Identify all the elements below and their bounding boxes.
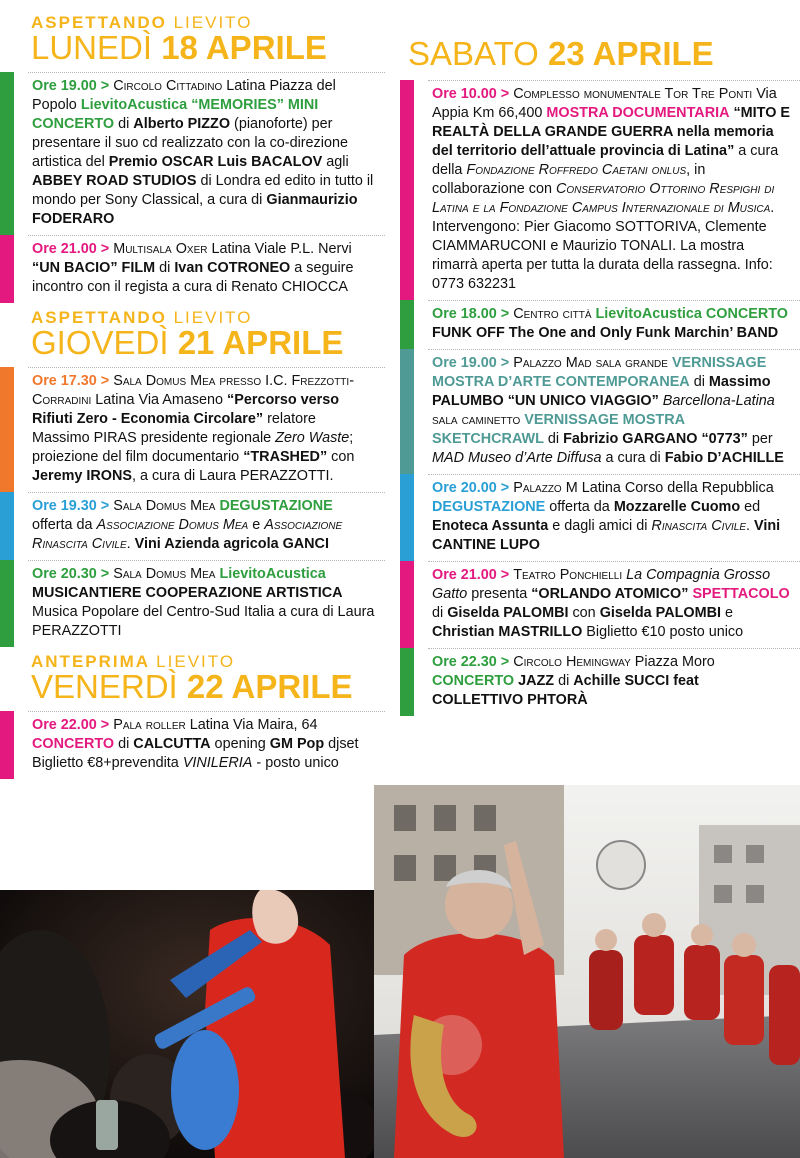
dotted-divider [28,492,385,494]
event-text: Fabio D’ACHILLE [664,450,784,466]
event-text: . [126,536,135,552]
color-bar [400,349,414,474]
event-text: di [432,605,448,621]
event-text: Conservatorio Ottorino Respighi di Latina e la Fondazione Campus Internazionale di Musica [432,181,775,216]
event-text: sala caminetto [432,412,521,428]
event-text: Sala Domus Mea presso [113,373,262,389]
event-text: CONCERTO [32,736,115,752]
event-text: Circolo Cittadino [113,78,223,94]
event-text: Teatro Ponchielli [513,567,623,583]
event-text: Vini Azienda agricola GANCI [134,536,329,552]
color-bar [0,711,14,779]
event-text: . [746,518,755,534]
event-text: opening [210,736,270,752]
event-text: “TRASHED” [243,449,328,465]
event-text: con [327,449,355,465]
event-time: Ore 18.00 > [432,306,510,322]
event-text: a cura della [432,143,779,178]
event-text: Latina Via Amaseno [91,392,228,408]
event-text: ABBEY ROAD STUDIOS [32,173,197,189]
event-text: relatore Massimo PIRAS presidente regionale [32,411,316,446]
event-text: di [114,116,134,132]
event-text: (pianoforte) per presentare il suo cd realizzato con la co-direzione artistica del [32,116,348,170]
event-text: “UN UNICO VIAGGIO” [507,393,659,409]
event-text: Sala Domus Mea [113,566,216,582]
event-text: FUNK OFF The One and Only Funk Marchin’ BAND [432,325,779,341]
dotted-divider [28,235,385,237]
dotted-divider [28,711,385,713]
event-entry [400,300,800,349]
color-bar [400,648,414,716]
event-entry [400,349,800,474]
event-text: “MITO E REALTÀ DELLA GRANDE GUERRA nella memoria del territorio dell’attuale provincia di Latina” [432,105,790,159]
event-time: Ore 22.30 > [432,654,510,670]
event-entry [0,367,385,492]
event-text: Alberto PIZZO [133,116,231,132]
color-bar [400,80,414,300]
event-text: Latina Viale P.L. Nervi [207,241,352,257]
event-text: e dagli amici di [548,518,652,534]
event-text: LievitoAcustica [595,306,702,322]
event-entry [400,474,800,561]
event-text: Premio OSCAR Luis BACALOV [108,154,323,170]
event-text: offerta da [32,517,97,533]
dotted-divider [28,72,385,74]
event-text: Pala roller [113,717,186,733]
event-text: Palazzo Mad sala grande [513,355,668,371]
event-text: di [114,736,134,752]
event-text: Jeremy IRONS [32,468,132,484]
dotted-divider [28,560,385,562]
event-entry [0,711,385,779]
event-text: I.C. [261,373,292,389]
dotted-divider [428,349,800,351]
event-text: Sala Domus Mea [113,498,216,514]
kicker: ASPETTANDO LIEVITO [31,308,253,327]
day-title: GIOVEDÌ 21 APRILE [31,324,344,361]
event-time: Ore 22.00 > [32,717,110,733]
section-header-monday [0,0,385,66]
event-text: Giselda PALOMBI [599,605,721,621]
event-time: Ore 19.00 > [32,78,110,94]
color-bar [400,474,414,561]
color-bar [400,300,414,349]
event-text: MUSICANTIERE COOPERAZIONE ARTISTICA [32,585,343,601]
event-text: Multisala Oxer [113,241,208,257]
event-text: , a cura di Laura PERAZZOTTI. [131,468,334,484]
event-text: CONCERTO [705,306,788,322]
dotted-divider [428,300,800,302]
color-bar [0,560,14,647]
color-bar [400,561,414,648]
event-text: VERNISSAGE MOSTRA D’ARTE CONTEMPORANEA [432,355,767,390]
right-column [400,0,800,716]
kicker: ASPETTANDO LIEVITO [31,13,253,32]
left-column [0,0,385,779]
event-text: GM Pop [269,736,325,752]
event-text: Via Appia Km 66,400 [432,86,777,121]
event-text: CALCUTTA [133,736,211,752]
event-time: Ore 20.30 > [32,566,110,582]
event-text: LievitoAcustica [219,566,326,582]
event-text: ed [740,499,761,515]
dotted-divider [428,648,800,650]
day-title: SABATO 23 APRILE [408,35,714,72]
color-bar [0,492,14,560]
event-text: Complesso monumentale Tor Tre Ponti [513,86,753,102]
section-header-friday [0,647,385,705]
event-text: offerta da [545,499,614,515]
concert-photo [0,890,374,1158]
event-text: Biglietto €10 posto unico [582,624,744,640]
event-text: Giselda PALOMBI [447,605,569,621]
event-text: Massimo PALUMBO [432,374,771,409]
event-text: Christian MASTRILLO [432,624,583,640]
event-text: JAZZ [518,673,555,689]
dotted-divider [428,561,800,563]
event-text: e [248,517,265,533]
event-entry [400,648,800,716]
event-text: MAD Museo d’Arte Diffusa [432,450,602,466]
dotted-divider [428,474,800,476]
color-bar [0,72,14,235]
event-text: Latina Via Maira, 64 [185,717,318,733]
event-time: Ore 21.00 > [32,241,110,257]
event-text: SPETTACOLO [692,586,790,602]
event-text: “MEMORIES” MINI CONCERTO [32,97,319,132]
event-text: LievitoAcustica [80,97,188,113]
event-text: Latina Piazza del Popolo [32,78,336,113]
event-text: di [543,431,564,447]
event-text: DEGUSTAZIONE [432,499,546,515]
event-text: Achille SUCCI feat COLLETTIVO PHTORÀ [432,673,699,708]
event-text: VERNISSAGE MOSTRA SKETCHCRAWL [432,412,685,447]
event-text: Vini CANTINE LUPO [432,518,781,553]
event-text: djset Biglietto €8+prevendita [32,736,359,771]
event-text: Musica Popolare del Centro-Sud Italia a cura di Laura PERAZZOTTI [32,604,375,639]
event-text: con [568,605,600,621]
event-text: Ivan COTRONEO [174,260,291,276]
dotted-divider [28,367,385,369]
event-text: - posto unico [252,755,339,771]
event-text: Gianmaurizio FODERARO [32,192,358,227]
event-text: ; proiezione del film documentario [32,430,354,465]
event-time: Ore 19.00 > [432,355,510,371]
color-bar [0,367,14,492]
event-entry [0,492,385,560]
marching-band-photo [374,785,800,1158]
event-text: Palazzo M [513,480,578,496]
event-text: MOSTRA DOCUMENTARIA [546,105,730,121]
event-text: per [747,431,773,447]
event-text: . Intervengono: Pier Giacomo SOTTORIVA, Clemente CIAMMARUCONI e Maurizio TONALI. La mostra rimarrà aperta per tutta la durata della rassegna. Info: 0773 632231 [432,200,775,292]
color-bar [0,235,14,303]
event-text: DEGUSTAZIONE [219,498,333,514]
day-title: VENERDÌ 22 APRILE [31,668,353,705]
event-entry [0,72,385,235]
marching-band-photo-icon [374,785,800,1158]
event-text: VINILERIA [182,755,253,771]
event-entry [400,561,800,648]
event-text: Latina Corso della Repubblica [577,480,774,496]
event-text: Associazione Domus Mea [96,517,249,533]
event-text: Associazione Rinascita Civile [32,517,343,552]
event-text: “0773” [701,431,748,447]
kicker: ANTEPRIMA LIEVITO [31,652,236,671]
event-text: Enoteca Assunta [432,518,549,534]
event-text: Circolo Hemingway [513,654,631,670]
event-entry [400,80,800,300]
event-text: Centro città [513,306,592,322]
event-text: “UN BACIO” FILM [32,260,156,276]
event-text: Fondazione Roffredo Caetani onlus [466,162,687,178]
event-text: Rinascita Civile [651,518,747,534]
section-header-thursday [0,303,385,361]
event-text: a cura di [601,450,665,466]
event-text: Zero Waste [275,430,350,446]
event-text: Frezzotti-Corradini [32,373,354,408]
event-text: presenta [467,586,532,602]
event-text: di [155,260,175,276]
event-text: di [689,374,709,390]
event-text: , in collaborazione con [432,162,706,197]
event-entry [0,560,385,647]
event-text: CONCERTO [432,673,515,689]
event-text: a seguire incontro con il regista a cura di Renato CHIOCCA [32,260,354,295]
event-time: Ore 17.30 > [32,373,110,389]
event-time: Ore 19.30 > [32,498,110,514]
event-text: Barcellona-Latina [662,393,775,409]
event-time: Ore 21.00 > [432,567,510,583]
section-header-saturday [400,0,800,72]
event-text: e [720,605,733,621]
event-entry [0,235,385,303]
event-text: di Londra ed edito in tutto il mondo per Sony Classical, a cura di [32,173,374,208]
event-time: Ore 20.00 > [432,480,510,496]
dotted-divider [428,80,800,82]
event-text: “ORLANDO ATOMICO” [531,586,689,602]
concert-photo-icon [0,890,374,1158]
event-text: La Compagnia Grosso Gatto [432,567,771,602]
event-text: agli [322,154,349,170]
event-text: Mozzarelle Cuomo [613,499,741,515]
event-text: Fabrizio GARGANO [563,431,698,447]
event-text: “Percorso verso Rifiuti Zero - Economia Circolare” [32,392,340,427]
event-time: Ore 10.00 > [432,86,510,102]
event-text: Piazza Moro [630,654,715,670]
event-text: di [554,673,574,689]
day-title: LUNEDÌ 18 APRILE [31,29,327,66]
